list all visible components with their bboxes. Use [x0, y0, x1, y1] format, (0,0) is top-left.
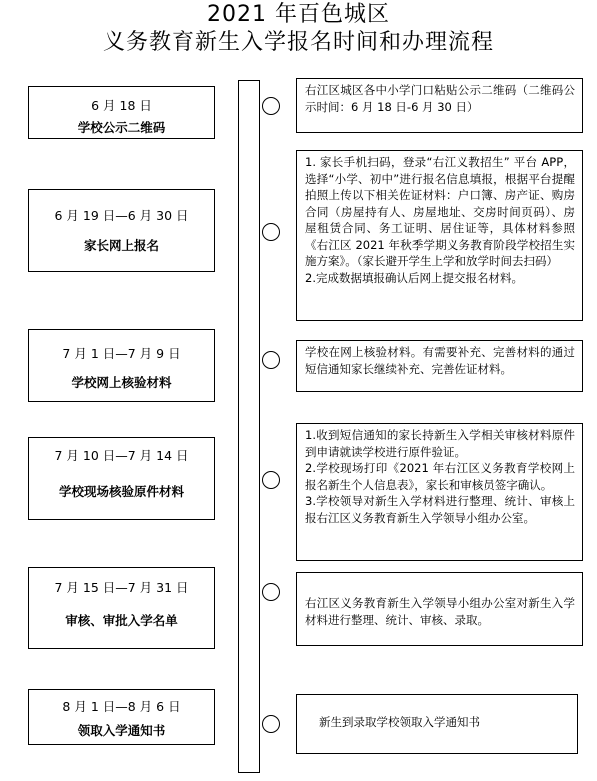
step-6-date: 8 月 1 日—8 月 6 日 [62, 699, 181, 714]
step-3-date-box [28, 329, 215, 402]
title-line-1: 2021 年百色城区 [207, 2, 390, 27]
step-2-stage: 家长网上报名 [83, 238, 159, 253]
step-1-stage: 学校公示二维码 [77, 120, 166, 135]
step-3-date: 7 月 1 日—7 月 9 日 [62, 346, 181, 361]
step-6-desc-text: 新生到录取学校领取入学通知书 [319, 715, 480, 729]
step-1-desc-box [296, 78, 583, 133]
step-1-date: 6 月 18 日 [91, 98, 152, 113]
step-4-desc-text-1: 1.收到短信通知的家长持新生入学相关审核材料原件到申请就读学校进行原件验证。 [305, 428, 575, 459]
step-4-desc-text-3: 3.学校领导对新生入学材料进行整理、统计、审核上报右江区义务教育新生入学领导小组办公室。 [305, 494, 575, 525]
step-4-date-box [28, 437, 215, 520]
step-1-date-box [28, 86, 215, 139]
step-4-date: 7 月 10 日—7 月 14 日 [54, 448, 189, 463]
step-6-node [262, 715, 280, 733]
step-2-node [262, 223, 280, 241]
step-1-node [262, 97, 280, 115]
step-6-stage: 领取入学通知书 [77, 723, 166, 738]
step-3-desc-text: 学校在网上核验材料。有需要补充、完善材料的通过短信通知家长继续补充、完善佐证材料。 [305, 345, 575, 376]
step-6-date-box [28, 689, 215, 745]
step-4-stage: 学校现场核验原件材料 [58, 484, 184, 499]
step-5-stage: 审核、审批入学名单 [65, 613, 178, 628]
step-5-date: 7 月 15 日—7 月 31 日 [54, 580, 189, 595]
title-line-2: 义务教育新生入学报名时间和办理流程 [102, 30, 494, 55]
step-5-date-box [28, 567, 215, 649]
step-2-date: 6 月 19 日—6 月 30 日 [54, 208, 189, 223]
step-5-desc-text: 右江区义务教育新生入学领导小组办公室对新生入学材料进行整理、统计、审核、录取。 [305, 596, 575, 627]
step-4-desc-text-2: 2.学校现场打印《2021 年右江区义务教育学校网上报名新生个人信息表》，家长和审核员签字确认。 [305, 461, 575, 492]
step-3-desc-box [296, 340, 583, 392]
step-4-desc-box [296, 423, 583, 561]
step-3-stage: 学校网上核验材料 [71, 375, 172, 390]
step-2-desc-text-2: 2.完成数据填报确认后网上提交报名材料。 [305, 270, 523, 285]
step-5-desc-box [296, 572, 583, 646]
step-2-desc-box [296, 150, 583, 321]
step-4-node [262, 471, 280, 489]
step-2-date-box [28, 189, 215, 272]
step-1-desc-text: 右江区城区各中小学门口粘贴公示二维码（二维码公示时间：6 月 18 日-6 月 30 日） [305, 83, 575, 114]
step-5-node [262, 583, 280, 601]
step-6-desc-box [296, 694, 578, 754]
step-2-desc-text-1: 1. 家长手机扫码，登录“右江义教招生” 平台 APP，选择“小学、初中”进行报名信息填报，根据平台提醒拍照上传以下相关佐证材料：户口簿、房产证、购房合同（房屋持有人、房屋地址、交房时间页码）、房屋租赁合同、务工证明、居住证等，具体材料参照《右江区 2021 年秋季学期义务教育阶段学校招生实施方案》。（家长避开学生上学和放学时间去扫码） [305, 155, 575, 268]
timeline-spine [238, 80, 260, 773]
step-3-node [262, 351, 280, 369]
